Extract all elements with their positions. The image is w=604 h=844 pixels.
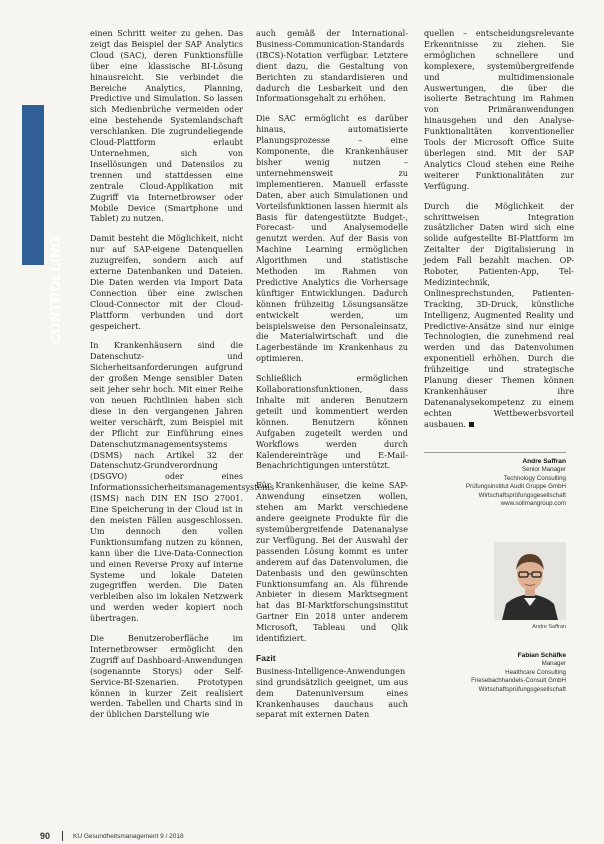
- author-company: Healthcare Consulting: [505, 668, 566, 676]
- paragraph-final: Durch die Möglichkeit der schrittweisen Integration zusätzlicher Daten wird sich eine solide aufgestellte BI-Plattform im Zeitalter der Digitalisierung in jedem Fall bezahlt machen. OP-Roboter, Patienten-App, Tel-Medizintechnik, Onlinesprechstunden, Patienten-Tracking, 3D-Druck, künstliche Intelligenz, Augmented Reality und Predictive-Ansätze sind nur einige Technologien, die zunehmend real werden und das Datenvolumen exponentiell erhöhen. Durch die frühzeitige und strategische Planung dieser Themen können Krankenhäuser ihre Datenanalysekompetenz zu einem echten Wettbewerbsvorteil ausbauen.: [424, 200, 574, 429]
- paragraph: Die Benutzeroberfläche im Internetbrowser ermöglicht den Zugriff auf Dashboard-Anwendungen (sogenannte Storys) oder Self-Service-BI-Szenarien. Prototypen können in kurzer Zeit realisiert werden. Tabellen und Charts sind in der üblichen Darstellung wie: [90, 633, 243, 720]
- paragraph: auch gemäß der International-Business-Communication-Standards (IBCS)-Notation verfügbar. Letztere dient dazu, die Gestaltung von Berichten zu standardisieren und dadurch die Lesbarkeit und den Informationsgehalt zu erhöhen.: [256, 28, 408, 104]
- author-role: Manager: [541, 660, 566, 668]
- author-subtitle: Wirtschaftsprüfungsgesellschaft: [478, 491, 566, 499]
- paragraph: In Krankenhäusern sind die Datenschutz- und Sicherheitsanforderungen aufgrund der großen Menge sensibler Daten seit jeher sehr hoch. Mit einer Reihe von neuen Richtlinien haben sich diese in den vergangenen Jahren weiter verschärft, zum Beispiel mit der Pflicht zur Einführung eines Datenschutzmanagementsystems (DSMS) nach Artikel 32 der Datenschutz-Grundverordnung (DSGVO) oder eines Informationssicherheitsmanagementsystems (ISMS) nach DIN EN ISO 27001. Eine Speicherung in der Cloud ist in den meisten Fällen ausgeschlossen. Um dennoch den vollen Funktionsumfang nutzen zu können, kann über die Live-Data-Connection und einen Reverse Proxy auf interne Systeme und lokale Dateien zugegriffen werden. Die Daten verbleiben also im lokalen Netzwerk und werden weder kopiert noch übertragen.: [90, 340, 275, 624]
- author-info-2: [424, 652, 566, 694]
- footer-divider: [62, 831, 63, 841]
- article-column-2: [256, 28, 408, 729]
- paragraph: quellen – entscheidungsrelevante Erkenntnisse zu ziehen. Sie ermöglichen schnellere und komplexere, systemübergreifende und multidimensionale Auswertungen, die über die isolierte Betrachtung im Rahmen von Primäranwendungen hinausgehen und den Analyse-Funktionalitäten konventioneller Tools der Microsoft Office Suite überlegen sind. Mit der SAP Analytics Cloud stehen eine Reihe weiterer Funktionalitäten zur Verfügung.: [424, 28, 574, 191]
- author-role: Senior Manager: [521, 466, 566, 474]
- author-name: Fabian Schäfke: [517, 652, 566, 659]
- section-side-band: [22, 105, 63, 345]
- author-box-rule: [424, 452, 566, 453]
- author-info-1: [424, 458, 566, 508]
- author-name: Andre Saffran: [522, 458, 566, 465]
- author-firm: Prüfungsinstitut Audit Gruppe GmbH: [465, 483, 566, 491]
- paragraph: Damit besteht die Möglichkeit, nicht nur auf SAP-eigene Datenquellen zuzugreifen, sondern auch auf externe Datenbanken und Dateien. Die Daten werden via Import Data Connection über eine zwischen Cloud-Connector mit der Cloud-Plattform verbunden und dort gespeichert.: [90, 233, 243, 331]
- paragraph: Business-Intelligence-Anwendungen sind grundsätzlich geeignet, um aus dem Datenuniversum eines Krankenhauses dauchaus auch separat mit externen Daten: [256, 665, 408, 720]
- paragraph: Schließlich ermöglichen Kollaborationsfunktionen, dass Inhalte mit anderen Benutzern geteilt und kommentiert werden können. Benutzern können Aufgaben zugeteilt werden und Workflows werden durch Kalendereinträge und E-Mail-Benachrichtigungen unterstützt.: [256, 373, 408, 471]
- author-firm: Friesebachhandels-Consult GmbH: [471, 677, 566, 685]
- paragraph: Die SAC ermöglicht es darüber hinaus, automatisierte Planungsprozesse – eine Komponente, die Krankenhäuser bisher wenig nutzen – unternehmensweit zu implementieren. Manuell erfasste Daten, aber auch Simulationen und Vorteilsfunktionen lassen hiermit als Basis für datengestützte Budget-, Forecast- und Analysemodelle genutzt werden. Auf der Basis von Machine Learning ermöglichen Algorithmen und statistische Methoden im Rahmen von Predictive Analytics die Vorhersage künftiger Entwicklungen. Dadurch können frühzeitig Lösungsansätze entwickelt werden, um beispielsweise den Personaleinsatz, die Materialwirtschaft und die Lagerbestände im Krankenhaus zu optimieren.: [256, 113, 408, 364]
- paragraph: Für Krankenhäuser, die keine SAP-Anwendung einsetzen wollen, stehen am Markt verschiedene andere geeignete Produkte für die systemübergreifende Datenanalyse zur Verfügung. Bei der Auswahl der passenden Lösung kommt es unter anderem auf das Datenvolumen, die Datenbasis und den gewünschten Funktionsumfang an. Als führende Anbieter in diesem Marktsegment hat das BI-Marktforschungsinstitut Gartner Ein 2018 unter anderem Microsoft, Tableau und Qlik identifiziert.: [256, 480, 408, 644]
- author-photo: [494, 542, 566, 620]
- section-label: CONTROLLING: [47, 235, 63, 345]
- article-column-3: [424, 28, 574, 439]
- author-website: www.sollmangroup.com: [500, 500, 566, 508]
- paragraph: einen Schritt weiter zu gehen. Das zeigt das Beispiel der SAP Analytics Cloud (SAC), deren Funktionsfülle über eine klassische BI-Lösung hinausreicht. Sie verbindet die Bereiche Analytics, Planning, Predictive und Simulation. So lassen sich Medienbrüche vermeiden oder eine bestehende Systemlandschaft verschlanken. Die zugrundeliegende Cloud-Plattform erlaubt Unternehmen, sich von Insellösungen und Datensilos zu trennen und stattdessen eine zentrale Cloud-Applikation mit Zugriff via Internetbrowser oder Mobile Device (Smartphone und Tablet) zu nutzen.: [90, 28, 243, 224]
- author-company: Technology Consulting: [503, 474, 566, 482]
- journal-name: KU Gesundheitsmanagement 9 / 2018: [73, 832, 184, 840]
- author-subtitle: Wirtschaftsprüfungsgesellschaft: [478, 685, 566, 693]
- section-heading-fazit: Fazit: [256, 652, 276, 663]
- page-footer: [40, 831, 184, 841]
- page-number: 90: [40, 831, 51, 841]
- end-of-article-mark: [469, 422, 474, 427]
- photo-caption: Andre Saffran: [532, 624, 566, 630]
